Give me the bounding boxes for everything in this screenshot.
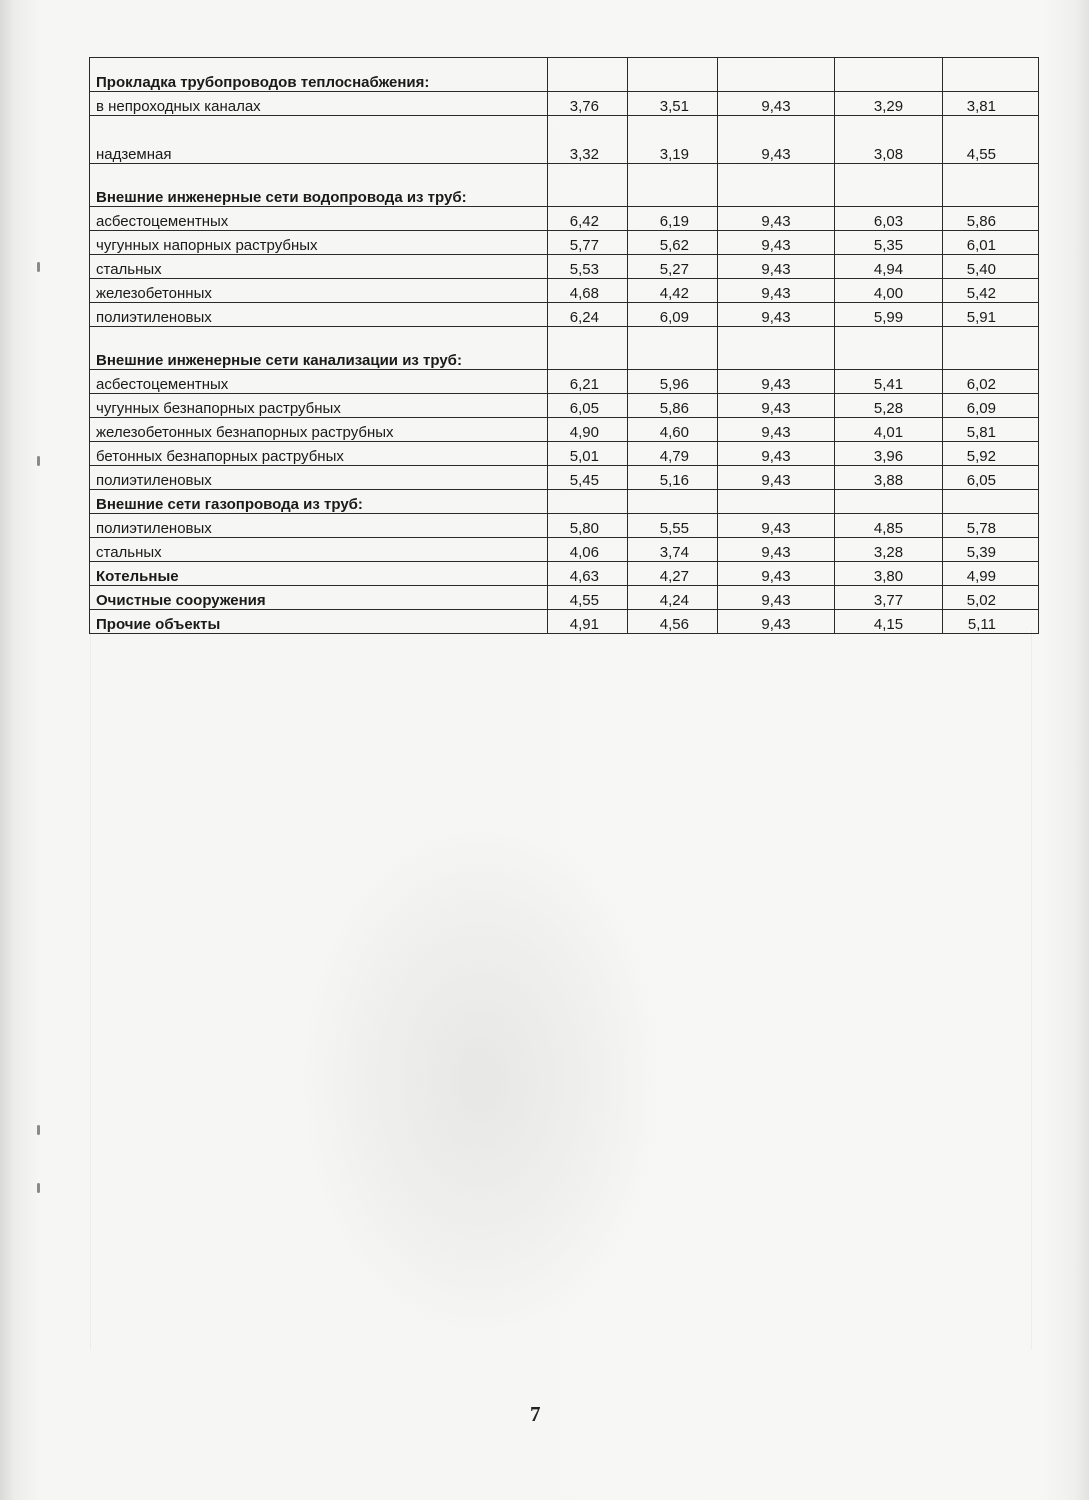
table-row xyxy=(90,279,1039,303)
value-cell: 6,21 xyxy=(548,370,628,394)
table-row xyxy=(90,255,1039,279)
table-row xyxy=(90,538,1039,562)
row-label: полиэтиленовых xyxy=(90,514,548,538)
value-cell: 5,96 xyxy=(628,370,718,394)
value-cell: 4,63 xyxy=(548,562,628,586)
value-cell: 5,78 xyxy=(943,514,1039,538)
value-cell: 5,40 xyxy=(943,255,1039,279)
value-cell: 9,43 xyxy=(718,514,835,538)
value-cell: 4,55 xyxy=(943,116,1039,164)
row-label: надземная xyxy=(90,116,548,164)
table-row xyxy=(90,370,1039,394)
value-cell: 5,86 xyxy=(943,207,1039,231)
binding-mark xyxy=(37,1125,40,1135)
table-section-row xyxy=(90,562,1039,586)
value-cell: 4,24 xyxy=(628,586,718,610)
value-cell: 9,43 xyxy=(718,255,835,279)
value-cell: 9,43 xyxy=(718,231,835,255)
value-cell: 6,19 xyxy=(628,207,718,231)
value-cell xyxy=(628,164,718,207)
value-cell: 4,55 xyxy=(548,586,628,610)
value-cell: 9,43 xyxy=(718,538,835,562)
row-label: железобетонных xyxy=(90,279,548,303)
value-cell: 9,43 xyxy=(718,279,835,303)
table-section-row xyxy=(90,164,1039,207)
row-label: Внешние сети газопровода из труб: xyxy=(90,490,548,514)
value-cell: 3,51 xyxy=(628,92,718,116)
value-cell: 9,43 xyxy=(718,370,835,394)
row-label: Прочие объекты xyxy=(90,610,548,634)
value-cell: 6,09 xyxy=(628,303,718,327)
row-label: Очистные сооружения xyxy=(90,586,548,610)
value-cell: 5,86 xyxy=(628,394,718,418)
value-cell: 5,16 xyxy=(628,466,718,490)
table-row xyxy=(90,303,1039,327)
binding-mark xyxy=(37,1183,40,1193)
binding-mark xyxy=(37,456,40,466)
row-label: асбестоцементных xyxy=(90,207,548,231)
row-label: железобетонных безнапорных раструбных xyxy=(90,418,548,442)
value-cell: 5,01 xyxy=(548,442,628,466)
value-cell: 9,43 xyxy=(718,207,835,231)
table-row xyxy=(90,92,1039,116)
value-cell: 6,24 xyxy=(548,303,628,327)
value-cell: 3,32 xyxy=(548,116,628,164)
value-cell: 5,02 xyxy=(943,586,1039,610)
value-cell: 9,43 xyxy=(718,92,835,116)
value-cell xyxy=(548,58,628,92)
value-cell: 4,56 xyxy=(628,610,718,634)
value-cell: 5,11 xyxy=(943,610,1039,634)
value-cell: 4,01 xyxy=(835,418,943,442)
value-cell: 3,77 xyxy=(835,586,943,610)
value-cell xyxy=(548,490,628,514)
value-cell: 5,91 xyxy=(943,303,1039,327)
value-cell: 9,43 xyxy=(718,562,835,586)
value-cell xyxy=(718,490,835,514)
table-row xyxy=(90,466,1039,490)
value-cell: 6,03 xyxy=(835,207,943,231)
value-cell xyxy=(628,327,718,370)
cost-index-table xyxy=(89,57,1039,634)
table-row xyxy=(90,207,1039,231)
value-cell: 4,91 xyxy=(548,610,628,634)
row-label: стальных xyxy=(90,538,548,562)
value-cell: 6,02 xyxy=(943,370,1039,394)
value-cell: 3,76 xyxy=(548,92,628,116)
value-cell: 9,43 xyxy=(718,394,835,418)
table-row xyxy=(90,418,1039,442)
table-section-row xyxy=(90,327,1039,370)
value-cell xyxy=(835,327,943,370)
value-cell xyxy=(943,58,1039,92)
row-label: асбестоцементных xyxy=(90,370,548,394)
value-cell xyxy=(943,164,1039,207)
value-cell: 5,39 xyxy=(943,538,1039,562)
value-cell: 9,43 xyxy=(718,442,835,466)
value-cell: 3,29 xyxy=(835,92,943,116)
value-cell: 6,42 xyxy=(548,207,628,231)
value-cell xyxy=(548,164,628,207)
table-section-row xyxy=(90,586,1039,610)
value-cell xyxy=(718,58,835,92)
value-cell: 4,99 xyxy=(943,562,1039,586)
value-cell: 5,62 xyxy=(628,231,718,255)
value-cell: 5,81 xyxy=(943,418,1039,442)
value-cell: 5,80 xyxy=(548,514,628,538)
value-cell: 9,43 xyxy=(718,303,835,327)
value-cell xyxy=(835,490,943,514)
value-cell xyxy=(835,58,943,92)
table-section-row xyxy=(90,58,1039,92)
value-cell: 4,42 xyxy=(628,279,718,303)
table-row xyxy=(90,116,1039,164)
table-row xyxy=(90,442,1039,466)
row-label: полиэтиленовых xyxy=(90,303,548,327)
value-cell: 3,74 xyxy=(628,538,718,562)
row-label: в непроходных каналах xyxy=(90,92,548,116)
page-number: 7 xyxy=(530,1402,541,1426)
value-cell: 3,08 xyxy=(835,116,943,164)
row-label: чугунных безнапорных раструбных xyxy=(90,394,548,418)
row-label: бетонных безнапорных раструбных xyxy=(90,442,548,466)
value-cell: 5,99 xyxy=(835,303,943,327)
row-label: стальных xyxy=(90,255,548,279)
value-cell xyxy=(628,58,718,92)
value-cell: 4,27 xyxy=(628,562,718,586)
row-label: Внешние инженерные сети канализации из труб: xyxy=(90,327,548,370)
value-cell xyxy=(718,164,835,207)
value-cell: 6,01 xyxy=(943,231,1039,255)
row-label: Прокладка трубопроводов теплоснабжения: xyxy=(90,58,548,92)
value-cell xyxy=(943,327,1039,370)
value-cell: 9,43 xyxy=(718,586,835,610)
value-cell: 3,19 xyxy=(628,116,718,164)
value-cell: 6,05 xyxy=(943,466,1039,490)
value-cell: 5,41 xyxy=(835,370,943,394)
value-cell: 5,45 xyxy=(548,466,628,490)
table-section-row xyxy=(90,490,1039,514)
value-cell: 5,77 xyxy=(548,231,628,255)
value-cell: 4,85 xyxy=(835,514,943,538)
row-label: чугунных напорных раструбных xyxy=(90,231,548,255)
value-cell: 4,00 xyxy=(835,279,943,303)
value-cell: 5,92 xyxy=(943,442,1039,466)
value-cell: 9,43 xyxy=(718,418,835,442)
value-cell: 4,06 xyxy=(548,538,628,562)
value-cell xyxy=(548,327,628,370)
value-cell xyxy=(943,490,1039,514)
value-cell: 5,55 xyxy=(628,514,718,538)
scan-smudge xyxy=(300,820,660,1340)
value-cell: 4,90 xyxy=(548,418,628,442)
row-label: Внешние инженерные сети водопровода из труб: xyxy=(90,164,548,207)
value-cell: 5,27 xyxy=(628,255,718,279)
value-cell: 4,68 xyxy=(548,279,628,303)
value-cell: 3,88 xyxy=(835,466,943,490)
value-cell: 4,79 xyxy=(628,442,718,466)
value-cell: 9,43 xyxy=(718,466,835,490)
value-cell: 5,28 xyxy=(835,394,943,418)
table-row xyxy=(90,394,1039,418)
value-cell xyxy=(835,164,943,207)
value-cell: 6,05 xyxy=(548,394,628,418)
row-label: полиэтиленовых xyxy=(90,466,548,490)
table-row xyxy=(90,231,1039,255)
value-cell: 4,15 xyxy=(835,610,943,634)
value-cell xyxy=(718,327,835,370)
value-cell: 4,94 xyxy=(835,255,943,279)
value-cell: 6,09 xyxy=(943,394,1039,418)
value-cell: 3,80 xyxy=(835,562,943,586)
value-cell: 5,35 xyxy=(835,231,943,255)
value-cell: 5,53 xyxy=(548,255,628,279)
value-cell: 9,43 xyxy=(718,610,835,634)
value-cell: 4,60 xyxy=(628,418,718,442)
value-cell: 3,28 xyxy=(835,538,943,562)
value-cell: 3,81 xyxy=(943,92,1039,116)
value-cell: 3,96 xyxy=(835,442,943,466)
value-cell: 5,42 xyxy=(943,279,1039,303)
value-cell: 9,43 xyxy=(718,116,835,164)
value-cell xyxy=(628,490,718,514)
table-section-row xyxy=(90,610,1039,634)
row-label: Котельные xyxy=(90,562,548,586)
binding-mark xyxy=(37,262,40,272)
table-row xyxy=(90,514,1039,538)
